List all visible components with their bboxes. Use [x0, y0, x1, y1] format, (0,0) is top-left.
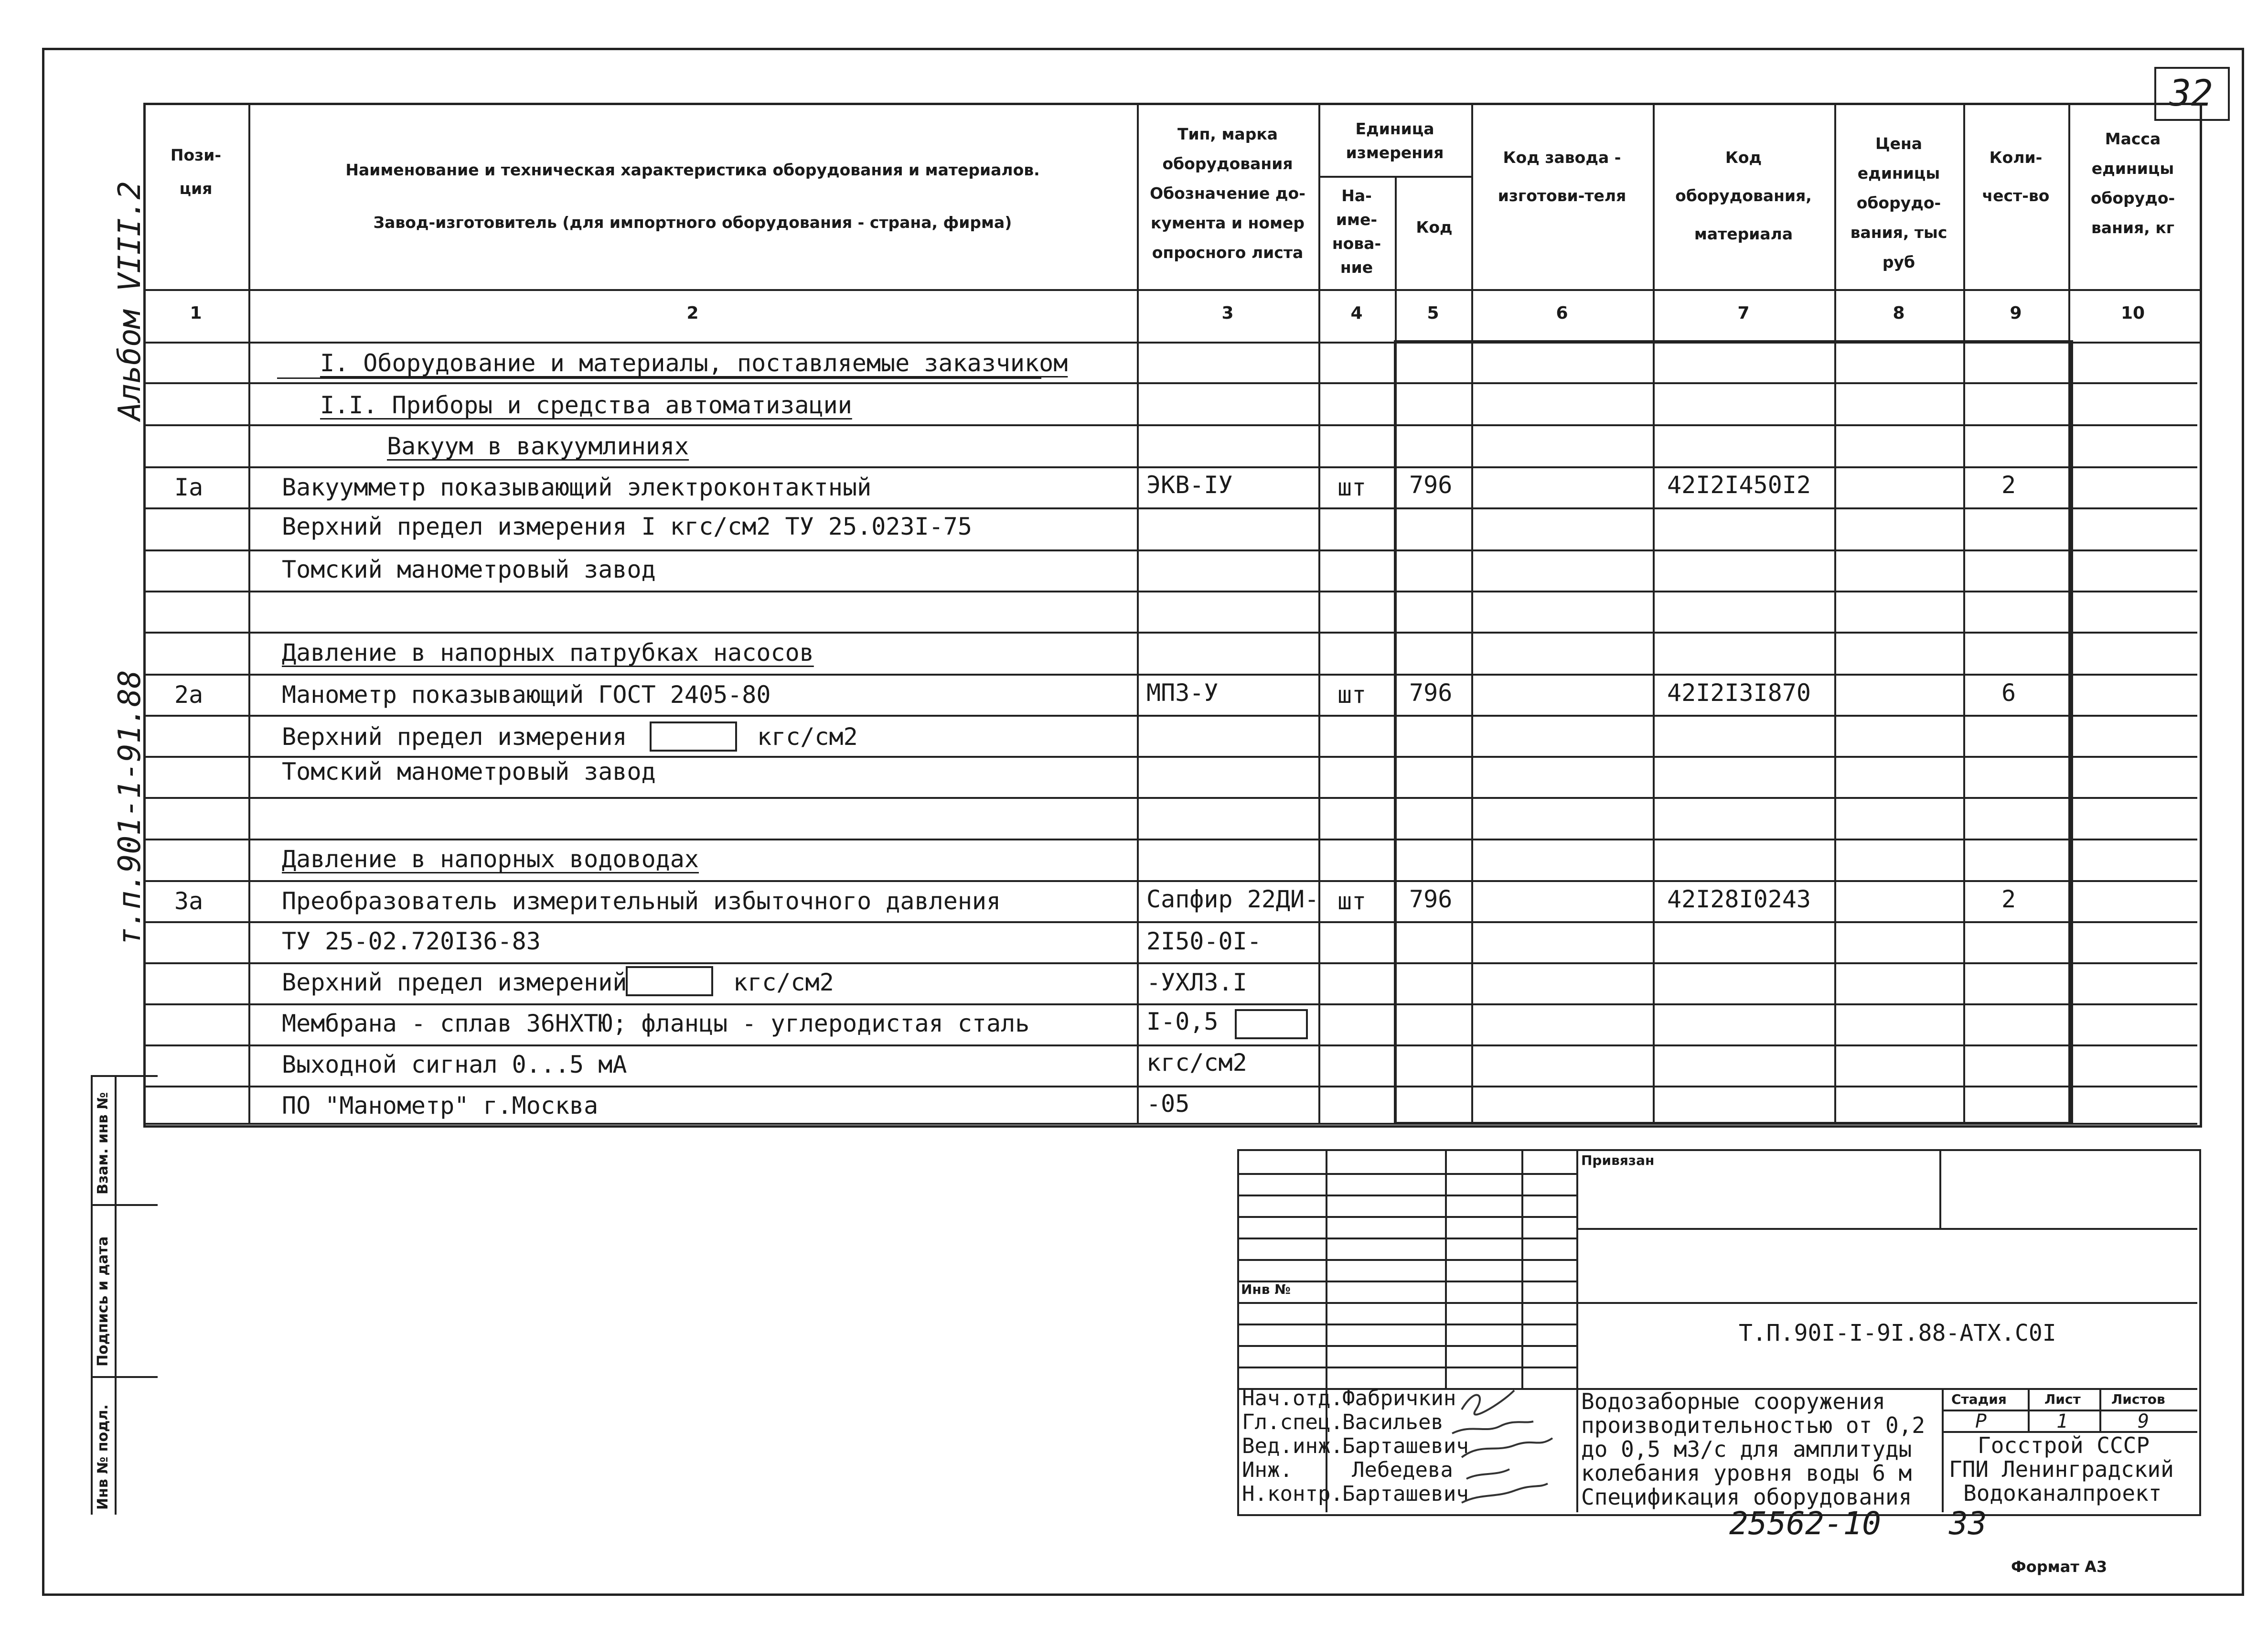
row-line	[143, 466, 2197, 468]
row-line	[143, 382, 2197, 384]
side-project-label: т.п.901-1-91.88	[112, 670, 148, 946]
tb-line	[1445, 1149, 1447, 1388]
description-line: производительностью от 0,2	[1581, 1412, 1926, 1438]
tb-line	[1237, 1367, 1576, 1368]
tb-line	[1237, 1324, 1576, 1325]
header-factory-code: Код завода - изготови-теля	[1498, 148, 1626, 205]
row-name: Выходной сигнал 0...5 мА	[282, 1051, 627, 1078]
group-heading: Вакуум в вакуумлиниях	[387, 432, 689, 460]
col-number: 7	[1737, 303, 1750, 323]
row-line	[143, 591, 2197, 592]
signer-name: Фабричкин	[1342, 1386, 1456, 1410]
row-unit: шт	[1337, 887, 1367, 915]
row-type: I-0,5	[1146, 1008, 1219, 1035]
row-line	[143, 424, 2197, 426]
col-number: 5	[1427, 303, 1439, 323]
row-name: Вакуумметр показывающий электроконтактный	[282, 474, 872, 501]
row-equip-code: 42I28I0243	[1667, 885, 1811, 913]
row-position: 2а	[174, 681, 203, 709]
tb-line	[1576, 1228, 2197, 1230]
tb-line	[1237, 1195, 1576, 1196]
stamp-row-line	[91, 1204, 158, 1206]
description-line: Водозаборные сооружения	[1581, 1388, 1885, 1414]
format-label: Формат А3	[2011, 1558, 2108, 1576]
row-line	[143, 921, 2197, 923]
header-name-line2: Завод-изготовитель (для импортного оборудования - страна, фирма)	[373, 213, 1012, 232]
row-line	[143, 839, 2197, 840]
row-type: 2I50-0I-	[1146, 927, 1262, 955]
row-name-suffix: кгс/см2	[757, 723, 858, 751]
row-name: Верхний предел измерения I кгс/см2 ТУ 25.023I-75	[282, 513, 972, 540]
tb-line	[1237, 1173, 1576, 1175]
blank-value-box	[1235, 1009, 1308, 1039]
row-line	[143, 1044, 2197, 1046]
row-line	[143, 674, 2197, 676]
row-qty: 2	[2001, 885, 2016, 913]
row-type: МПЗ-У	[1146, 679, 1219, 707]
row-equip-code: 42I2I3I870	[1667, 679, 1811, 707]
col-number: 2	[686, 303, 699, 323]
org-line: Водоканалпроект	[1963, 1480, 2162, 1506]
group-heading: Давление в напорных патрубках насосов	[282, 639, 814, 667]
tb-line	[1237, 1238, 1576, 1239]
col-number: 4	[1350, 303, 1363, 323]
tb-line	[1576, 1302, 2197, 1304]
table-body-bottom	[143, 1123, 2197, 1125]
signer-role: Нач.отд.	[1242, 1386, 1343, 1410]
org-line: Госстрой СССР	[1978, 1432, 2150, 1458]
col-line	[248, 103, 250, 1123]
subsection-heading: I.I. Приборы и средства автоматизации	[320, 391, 852, 419]
col-number: 3	[1221, 303, 1234, 323]
corner-number: 32	[2169, 72, 2213, 114]
col-number: 10	[2120, 303, 2145, 323]
col-number: 6	[1556, 303, 1568, 323]
col-number: 1	[190, 303, 202, 323]
row-line	[143, 962, 2197, 964]
data-columns-box	[1394, 340, 2073, 1125]
row-line	[143, 549, 2197, 551]
section-underline	[277, 377, 1041, 379]
tb-line	[1237, 1345, 1576, 1347]
row-qty: 6	[2001, 679, 2016, 707]
header-qty: Коли-чест-во	[1982, 148, 2050, 205]
privyazan-label: Привязан	[1581, 1152, 1655, 1168]
side-album-label: Альбом VIII.2	[112, 181, 148, 420]
stamp-label-1: Взам. инв №	[95, 1092, 111, 1195]
signer-name: Лебедева	[1352, 1458, 1453, 1482]
row-qty: 2	[2001, 471, 2016, 499]
tb-line	[1939, 1149, 1941, 1228]
tb-line	[1942, 1388, 1944, 1512]
row-position: Iа	[174, 474, 203, 501]
sheets-label: Листов	[2111, 1391, 2165, 1407]
row-type: кгс/см2	[1146, 1049, 1247, 1076]
row-unit: шт	[1337, 681, 1367, 709]
description-line: Спецификация оборудования	[1581, 1484, 1912, 1510]
row-line	[143, 632, 2197, 634]
header-position: Пози-ция	[170, 146, 222, 198]
group-heading: Давление в напорных водоводах	[282, 845, 699, 873]
signer-role: Вед.инж.	[1242, 1434, 1343, 1458]
description-line: колебания уровня воды 6 м	[1581, 1460, 1912, 1486]
document-code: Т.П.90I-I-9I.88-АТХ.С0I	[1739, 1320, 2056, 1346]
stamp-col-line	[115, 1075, 117, 1515]
stage-value: Р	[1975, 1410, 1987, 1432]
row-line	[143, 1086, 2197, 1087]
tb-line	[1237, 1259, 1576, 1261]
sheet-value: 1	[2056, 1410, 2068, 1432]
stamp-col-line	[91, 1075, 93, 1515]
row-position: 3а	[174, 887, 203, 915]
org-line: ГПИ Ленинградский	[1949, 1456, 2174, 1482]
row-name: Томский манометровый завод	[282, 556, 656, 583]
header-price: Цена единицы оборудо-вания, тыс руб	[1850, 134, 1947, 271]
signer-role: Н.контр.	[1242, 1482, 1343, 1506]
row-equip-code: 42I2I450I2	[1667, 471, 1811, 499]
stamp-row-line	[91, 1376, 158, 1378]
row-line	[143, 797, 2197, 799]
signer-role: Гл.спец.	[1242, 1410, 1343, 1434]
col-number: 9	[2010, 303, 2022, 323]
row-type: ЭКВ-IУ	[1146, 471, 1233, 499]
row-type: Сапфир 22ДИ-	[1146, 885, 1319, 913]
row-name: ПО "Манометр" г.Москва	[282, 1092, 599, 1119]
signatures	[1443, 1381, 1586, 1510]
bottom-page-number: 33	[1949, 1505, 1987, 1542]
sheets-value: 9	[2138, 1410, 2150, 1432]
row-name: Верхний предел измерения	[282, 723, 627, 751]
signer-name: Барташевич	[1342, 1434, 1469, 1458]
row-name: Преобразователь измерительный избыточного давления	[282, 887, 1001, 915]
sheet-label: Лист	[2044, 1391, 2081, 1407]
blank-value-box	[650, 721, 737, 752]
row-name: ТУ 25-02.720I36-83	[282, 927, 541, 955]
section-heading: I. Оборудование и материалы, поставляемые заказчиком	[320, 349, 1068, 377]
row-line	[143, 880, 2197, 882]
row-name: Мембрана - сплав 36НХТЮ; фланцы - углеродистая сталь	[282, 1010, 1030, 1037]
blank-value-box	[626, 966, 713, 996]
header-type: Тип, марка оборудования Обозначение до-кумента и номер опросного листа	[1150, 125, 1305, 262]
row-type: -УХЛЗ.I	[1146, 969, 1247, 996]
row-name: Манометр показывающий ГОСТ 2405-80	[282, 681, 771, 709]
row-line	[143, 1003, 2197, 1005]
tb-line	[1521, 1149, 1523, 1388]
row-unit: шт	[1337, 474, 1367, 501]
bottom-archive-number: 25562-10	[1729, 1505, 1881, 1542]
col-line	[1318, 103, 1320, 1123]
header-bottom-line	[143, 289, 2200, 291]
description-line: до 0,5 м3/с для амплитуды	[1581, 1436, 1912, 1462]
inv-label: Инв №	[1241, 1281, 1291, 1297]
stamp-label-2: Подпись и дата	[95, 1236, 111, 1367]
header-mass: Масса единицы оборудо-вания, кг	[2090, 129, 2175, 237]
signer-name: Васильев	[1342, 1410, 1444, 1434]
tb-line	[1237, 1302, 1576, 1304]
stage-label: Стадия	[1951, 1391, 2007, 1407]
header-unit: Единица измерения	[1346, 119, 1444, 162]
header-equip-code: Код оборудования, материала	[1675, 148, 1812, 243]
row-name: Верхний предел измерений	[282, 969, 627, 996]
stamp-label-3: Инв № подл.	[95, 1404, 111, 1510]
tb-line	[1237, 1216, 1576, 1218]
row-unit-code: 796	[1409, 471, 1453, 499]
header-unit-code: Код	[1416, 218, 1453, 237]
row-type: -05	[1146, 1090, 1190, 1118]
row-unit-code: 796	[1409, 679, 1453, 707]
col-line	[1137, 103, 1139, 1123]
row-name: Томский манометровый завод	[282, 758, 656, 786]
row-line	[143, 507, 2197, 509]
col-number: 8	[1893, 303, 1905, 323]
signer-name: Барташевич	[1342, 1482, 1469, 1506]
header-name-line1: Наименование и техническая характеристика оборудования и материалов.	[345, 161, 1040, 179]
header-unit-name: На-име-нова-ние	[1332, 186, 1381, 277]
unit-subheader-line	[1318, 176, 1471, 178]
row-line	[143, 715, 2197, 717]
row-unit-code: 796	[1409, 885, 1453, 913]
signer-role: Инж.	[1242, 1458, 1293, 1482]
row-name-suffix: кгс/см2	[733, 969, 834, 996]
